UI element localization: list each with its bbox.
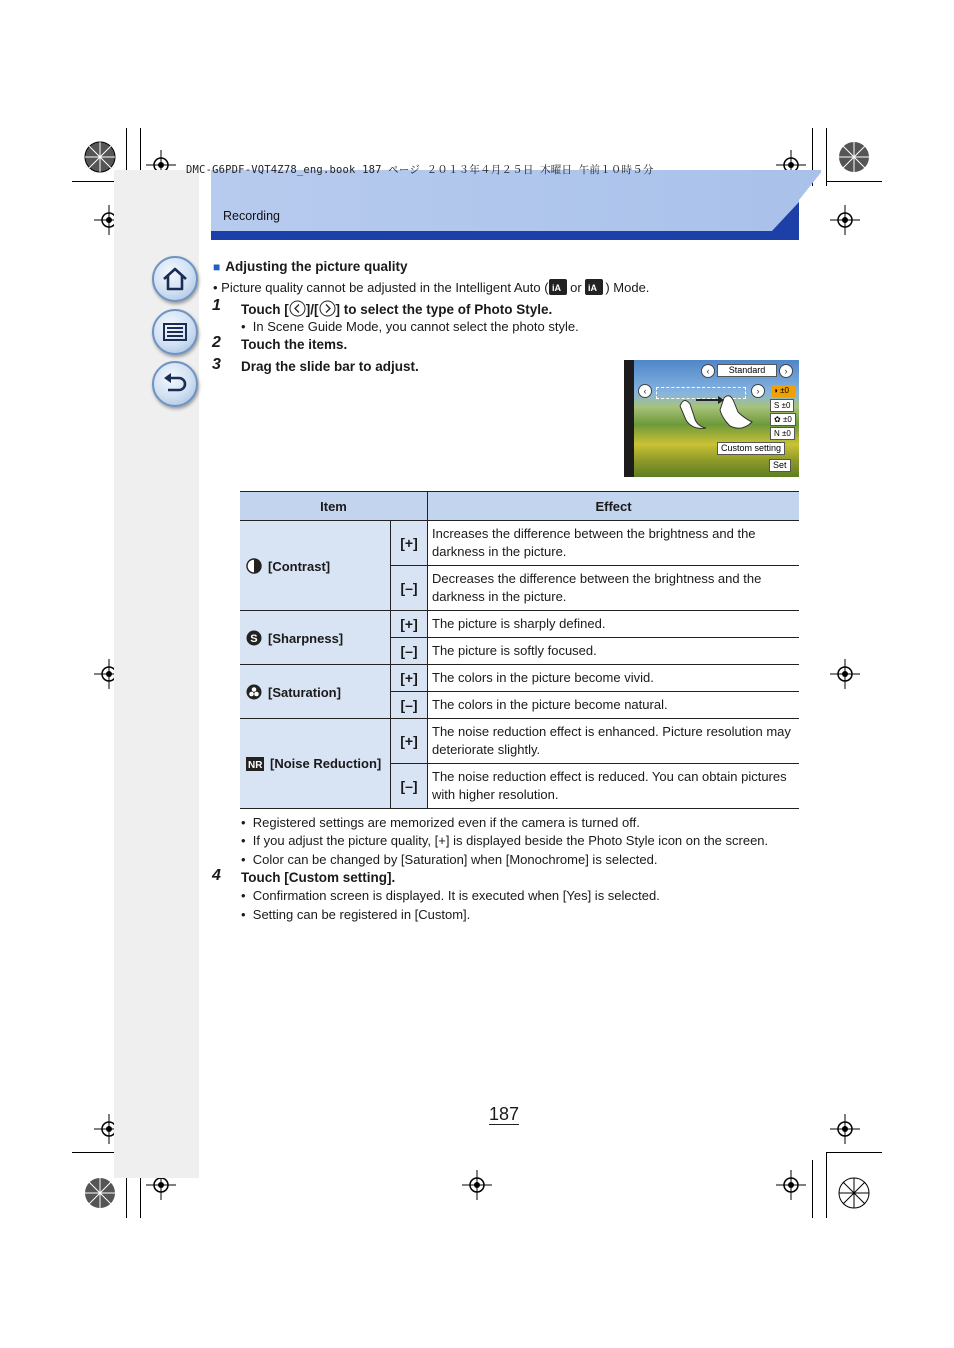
crosshair-icon [830, 659, 860, 689]
contrast-value-text: ±0 [780, 386, 789, 395]
saturation-value-text: ±0 [782, 415, 792, 424]
noise-reduction-value: N ±0 [770, 427, 795, 440]
style-next-icon: › [779, 364, 793, 378]
effect-text: The colors in the picture become vivid. [428, 665, 800, 692]
item-label: [Saturation] [268, 684, 341, 700]
step-1-text [241, 300, 552, 317]
minus-sign: [–] [391, 638, 428, 665]
minus-sign: [–] [391, 566, 428, 611]
intro-or: or [566, 280, 586, 295]
table-row [240, 719, 799, 764]
step-4-text: Touch [Custom setting]. [241, 870, 396, 885]
note-text: Registered settings are memorized even if the camera is turned off. [252, 815, 640, 830]
slider-minus-icon: ‹ [638, 384, 652, 398]
intelligent-auto-plus-icon [585, 278, 605, 295]
contrast-value: ◑ ±0 [773, 386, 789, 395]
note-item: • Color can be changed by [Saturation] when [Monochrome] is selected. [241, 852, 658, 867]
effect-text: The noise reduction effect is reduced. You can obtain pictures with higher resolution. [428, 764, 800, 809]
saturation-icon [246, 684, 262, 700]
plus-sign: [+] [391, 521, 428, 566]
sharpness-icon [246, 630, 262, 646]
registration-wheel-icon [838, 141, 870, 173]
right-arrow-icon [319, 300, 336, 317]
intro-before: • Picture quality cannot be adjusted in the Intelligent Auto ( [213, 280, 549, 295]
step-3-text: Drag the slide bar to adjust. [241, 359, 419, 374]
touch-drag-hand-icon [672, 388, 764, 432]
plus-sign: [+] [391, 611, 428, 638]
item-sharpness [240, 611, 391, 665]
step-4-note: • Setting can be registered in [Custom]. [241, 907, 471, 922]
table-header-row [240, 492, 799, 521]
table-header-item: Item [240, 492, 428, 521]
step-1-mid: ]/[ [305, 302, 319, 317]
svg-text:NR: NR [248, 760, 263, 771]
registration-wheel-icon [84, 141, 116, 173]
svg-text:iA: iA [551, 283, 561, 293]
noise-reduction-icon [246, 757, 264, 771]
effect-text: The picture is softly focused. [428, 638, 800, 665]
section-header-band [211, 170, 821, 240]
sharpness-value-text: ±0 [781, 401, 791, 410]
intro-note [213, 278, 649, 295]
step-number: 4 [212, 867, 221, 884]
effects-table [240, 491, 799, 809]
crosshair-icon [830, 1114, 860, 1144]
step-1-post: ] to select the type of Photo Style. [335, 302, 553, 317]
plus-sign: [+] [391, 665, 428, 692]
step-4-note: • Confirmation screen is displayed. It is executed when [Yes] is selected. [241, 888, 660, 903]
note-item: • Registered settings are memorized even if the camera is turned off. [241, 815, 640, 830]
page-number: 187 [489, 1104, 520, 1124]
style-prev-icon: ‹ [701, 364, 715, 378]
svg-text:S: S [250, 632, 258, 645]
note-text: Color can be changed by [Saturation] when [Monochrome] is selected. [252, 852, 658, 867]
intro-after: ) Mode. [605, 280, 650, 295]
step-1-note-text: In Scene Guide Mode, you cannot select the photo style. [252, 319, 579, 334]
effect-text: Decreases the difference between the brightness and the darkness in the picture. [428, 566, 800, 611]
minus-sign: [–] [391, 764, 428, 809]
effect-text: Increases the difference between the brightness and the darkness in the picture. [428, 521, 800, 566]
step-4-note-text: Setting can be registered in [Custom]. [252, 907, 471, 922]
item-noise-reduction [240, 719, 391, 809]
menu-list-button[interactable] [152, 309, 198, 355]
step-number: 3 [212, 356, 221, 373]
minus-sign: [–] [391, 692, 428, 719]
step-1-note: • In Scene Guide Mode, you cannot select the photo style. [241, 319, 579, 334]
item-saturation [240, 665, 391, 719]
section-label: Recording [223, 209, 280, 223]
set-button: Set [769, 459, 791, 472]
contrast-icon [246, 558, 262, 574]
crosshair-icon [830, 205, 860, 235]
svg-text:iA: iA [588, 283, 598, 293]
nr-value-text: ±0 [782, 429, 791, 438]
home-button[interactable] [152, 256, 198, 302]
crosshair-icon [462, 1170, 492, 1200]
step-4-note-text: Confirmation screen is displayed. It is executed when [Yes] is selected. [252, 888, 660, 903]
effect-text: The colors in the picture become natural. [428, 692, 800, 719]
back-arrow-icon [161, 370, 189, 398]
svg-text:+: + [598, 278, 604, 287]
sharpness-value: S ±0 [770, 399, 794, 412]
intelligent-auto-icon [549, 279, 567, 295]
step-number: 2 [212, 334, 221, 351]
square-bullet-icon: ■ [213, 260, 221, 274]
style-label: Standard [717, 364, 777, 377]
note-item: • If you adjust the picture quality, [+] is displayed beside the Photo Style icon on the screen. [241, 833, 769, 848]
slider-plus-icon: › [751, 384, 765, 398]
table-header-effect: Effect [428, 492, 800, 521]
registration-wheel-icon [84, 1177, 116, 1209]
saturation-value: ✿ ±0 [770, 413, 796, 426]
camera-screen-illustration [624, 360, 799, 477]
home-icon [161, 265, 189, 293]
item-label: [Contrast] [268, 558, 331, 574]
table-row [240, 665, 799, 692]
item-contrast [240, 521, 391, 611]
left-arrow-icon [289, 300, 306, 317]
effect-text: The picture is sharply defined. [428, 611, 800, 638]
back-button[interactable] [152, 361, 198, 407]
item-label: [Sharpness] [268, 630, 344, 646]
plus-sign: [+] [391, 719, 428, 764]
step-2-text: Touch the items. [241, 337, 348, 352]
menu-list-icon [161, 318, 189, 346]
table-row [240, 521, 799, 566]
book-tag: DMC-G6PDF-VQT4Z78_eng.book 187 ページ ２０１３年４月２５日 木曜日 午前１０時５分 [186, 164, 654, 176]
table-row [240, 611, 799, 638]
step-1-pre: Touch [ [241, 302, 289, 317]
crosshair-icon [776, 1170, 806, 1200]
custom-setting-button: Custom setting [717, 442, 785, 455]
section-title-text: Adjusting the picture quality [225, 259, 408, 274]
section-title [213, 259, 408, 274]
note-text: If you adjust the picture quality, [+] is displayed beside the Photo Style icon on the screen. [252, 833, 769, 848]
item-label: [Noise Reduction] [270, 756, 382, 771]
registration-wheel-icon [838, 1177, 870, 1209]
step-number: 1 [212, 297, 221, 314]
effect-text: The noise reduction effect is enhanced. Picture resolution may deteriorate slightly. [428, 719, 800, 764]
